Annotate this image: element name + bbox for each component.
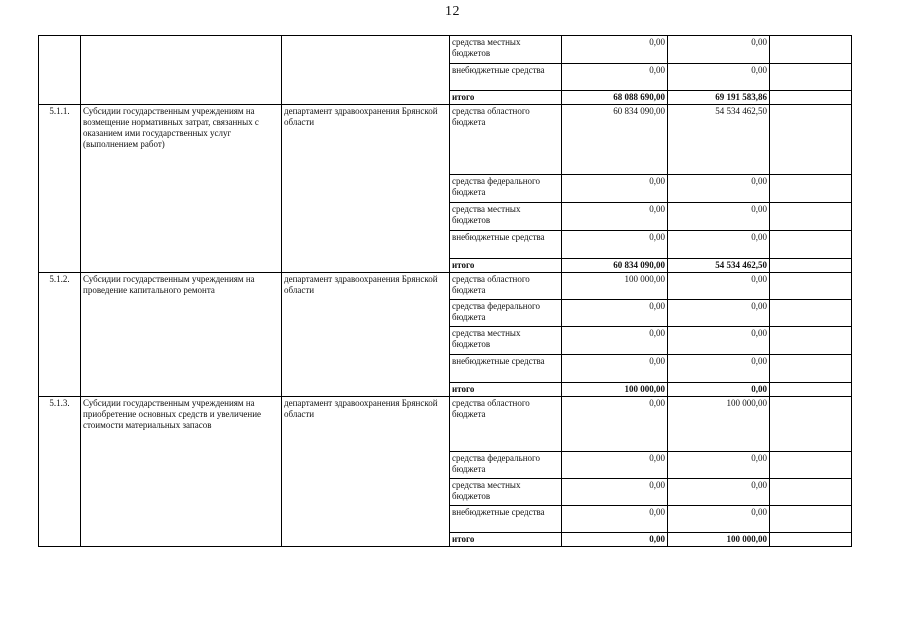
value-2020: 0,00 — [668, 175, 770, 203]
value-2020: 0,00 — [668, 300, 770, 327]
item-executor: департамент здравоохранения Брянской области — [282, 105, 450, 273]
value-2020: 0,00 — [668, 203, 770, 231]
total-2019: 68 088 690,00 — [562, 91, 668, 105]
value-2021 — [770, 397, 852, 452]
code-cell — [39, 36, 81, 105]
value-2019: 0,00 — [562, 327, 668, 355]
item-name: Субсидии государственным учреждениям на проведение капитального ремонта — [81, 273, 282, 397]
value-2020: 0,00 — [668, 64, 770, 91]
value-2020: 0,00 — [668, 355, 770, 383]
source-label: средства федерального бюджета — [450, 452, 562, 479]
total-2020: 69 191 583,86 — [668, 91, 770, 105]
value-2020: 0,00 — [668, 452, 770, 479]
item-code: 5.1.3. — [39, 397, 81, 547]
value-2020: 0,00 — [668, 231, 770, 259]
value-2021 — [770, 273, 852, 300]
value-2020: 54 534 462,50 — [668, 105, 770, 175]
executor-cell — [282, 36, 450, 105]
source-label: средства федерального бюджета — [450, 300, 562, 327]
page-number: 12 — [445, 4, 460, 19]
value-2019: 0,00 — [562, 479, 668, 506]
value-2020: 0,00 — [668, 36, 770, 64]
value-2021 — [770, 231, 852, 259]
total-2021 — [770, 91, 852, 105]
item-name: Субсидии государственным учреждениям на приобретение основных средств и увеличение стоимости материальных запасов — [81, 397, 282, 547]
table-row — [39, 273, 852, 300]
item-code: 5.1.2. — [39, 273, 81, 397]
value-2019: 100 000,00 — [562, 273, 668, 300]
value-2019: 0,00 — [562, 300, 668, 327]
value-2021 — [770, 300, 852, 327]
total-2020: 54 534 462,50 — [668, 259, 770, 273]
item-name: Субсидии государственным учреждениям на возмещение нормативных затрат, связанных с оказанием ими государственных услуг (выполнением работ) — [81, 105, 282, 273]
source-label: средства местных бюджетов — [450, 203, 562, 231]
total-label: итого — [450, 259, 562, 273]
value-2020: 0,00 — [668, 506, 770, 533]
value-2020: 100 000,00 — [668, 397, 770, 452]
value-2019: 0,00 — [562, 452, 668, 479]
table-row — [39, 105, 852, 175]
budget-table — [38, 35, 852, 547]
value-2019: 0,00 — [562, 175, 668, 203]
value-2021 — [770, 105, 852, 175]
source-label: средства местных бюджетов — [450, 36, 562, 64]
total-label: итого — [450, 533, 562, 547]
value-2021 — [770, 506, 852, 533]
value-2019: 0,00 — [562, 231, 668, 259]
total-2019: 0,00 — [562, 533, 668, 547]
value-2019: 0,00 — [562, 36, 668, 64]
source-label: средства областного бюджета — [450, 273, 562, 300]
value-2021 — [770, 479, 852, 506]
source-label: внебюджетные средства — [450, 506, 562, 533]
source-label: средства местных бюджетов — [450, 479, 562, 506]
item-executor: департамент здравоохранения Брянской области — [282, 397, 450, 547]
value-2019: 0,00 — [562, 355, 668, 383]
value-2019: 0,00 — [562, 203, 668, 231]
total-2021 — [770, 533, 852, 547]
total-2021 — [770, 383, 852, 397]
table-row — [39, 397, 852, 452]
table-row — [39, 36, 852, 64]
value-2019: 60 834 090,00 — [562, 105, 668, 175]
source-label: внебюджетные средства — [450, 355, 562, 383]
total-2021 — [770, 259, 852, 273]
source-label: внебюджетные средства — [450, 231, 562, 259]
value-2021 — [770, 36, 852, 64]
total-2019: 100 000,00 — [562, 383, 668, 397]
item-executor: департамент здравоохранения Брянской области — [282, 273, 450, 397]
value-2021 — [770, 175, 852, 203]
total-2020: 100 000,00 — [668, 533, 770, 547]
source-label: средства областного бюджета — [450, 397, 562, 452]
value-2021 — [770, 355, 852, 383]
name-cell — [81, 36, 282, 105]
source-label: средства местных бюджетов — [450, 327, 562, 355]
value-2020: 0,00 — [668, 273, 770, 300]
total-label: итого — [450, 91, 562, 105]
value-2019: 0,00 — [562, 506, 668, 533]
value-2020: 0,00 — [668, 479, 770, 506]
total-2020: 0,00 — [668, 383, 770, 397]
value-2020: 0,00 — [668, 327, 770, 355]
total-2019: 60 834 090,00 — [562, 259, 668, 273]
value-2021 — [770, 327, 852, 355]
value-2019: 0,00 — [562, 397, 668, 452]
value-2021 — [770, 64, 852, 91]
value-2021 — [770, 203, 852, 231]
source-label: внебюджетные средства — [450, 64, 562, 91]
value-2021 — [770, 452, 852, 479]
item-code: 5.1.1. — [39, 105, 81, 273]
table-body — [39, 36, 852, 547]
source-label: средства областного бюджета — [450, 105, 562, 175]
source-label: средства федерального бюджета — [450, 175, 562, 203]
total-label: итого — [450, 383, 562, 397]
value-2019: 0,00 — [562, 64, 668, 91]
